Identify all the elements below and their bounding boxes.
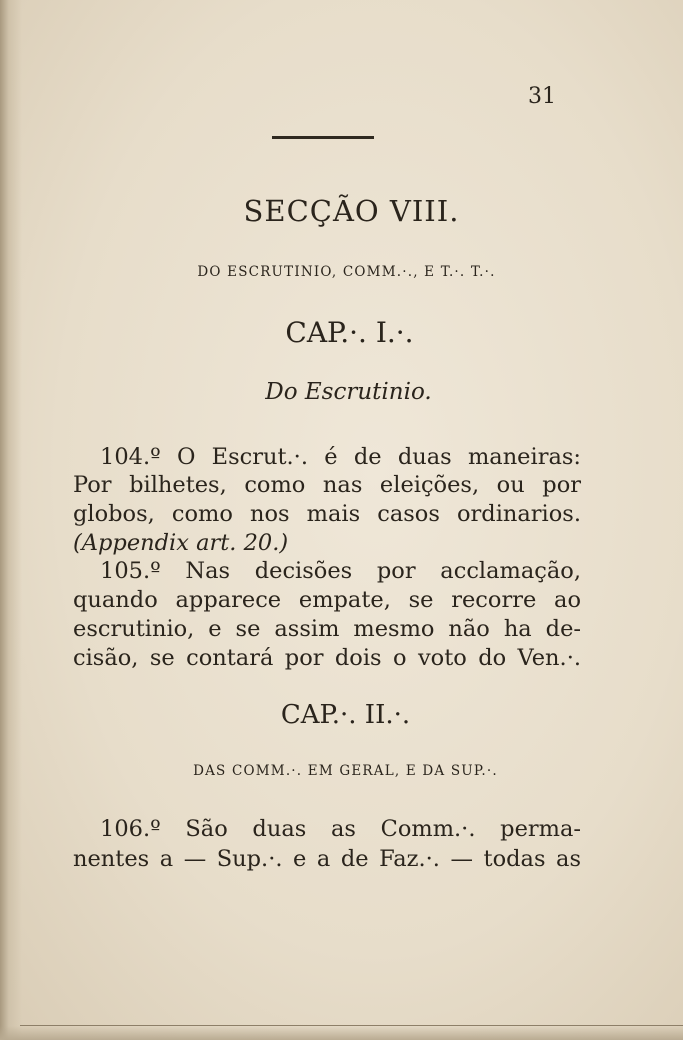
text-line: escrutinio, e se assim mesmo não ha de- — [73, 616, 581, 642]
chapter-1-title: CAP.·. I.·. — [285, 316, 414, 349]
text-line: nentes a — Sup.·. e a de Faz.·. — todas as — [73, 846, 581, 872]
text-line: globos, como nos mais casos ordinarios. — [73, 501, 581, 527]
text-line: quando apparece empate, se recorre ao — [73, 587, 581, 613]
header-rule — [272, 136, 374, 139]
chapter-2-subtitle: DAS COMM.·. EM GERAL, E DA SUP.·. — [193, 763, 498, 779]
section-subtitle: DO ESCRUTINIO, COMM.·., E T.·. T.·. — [197, 264, 496, 280]
text-line: 106.º São duas as Comm.·. perma- — [100, 816, 581, 842]
page-number: 31 — [528, 84, 556, 109]
section-title: SECÇÃO VIII. — [243, 194, 460, 228]
page-bottom-edge — [0, 1026, 683, 1040]
text-line: cisão, se contará por dois o voto do Ven.·. — [73, 645, 581, 671]
page-bottom-rule — [20, 1025, 683, 1026]
chapter-2-title: CAP.·. II.·. — [280, 700, 411, 730]
text-line: (Appendix art. 20.) — [73, 530, 289, 556]
chapter-1-subtitle: Do Escrutinio. — [265, 379, 432, 405]
text-line: 105.º Nas decisões por acclamação, — [100, 558, 581, 584]
text-line: Por bilhetes, como nas eleições, ou por — [73, 472, 581, 498]
page-left-edge — [0, 0, 22, 1040]
text-line: 104.º O Escrut.·. é de duas maneiras: — [100, 444, 581, 470]
